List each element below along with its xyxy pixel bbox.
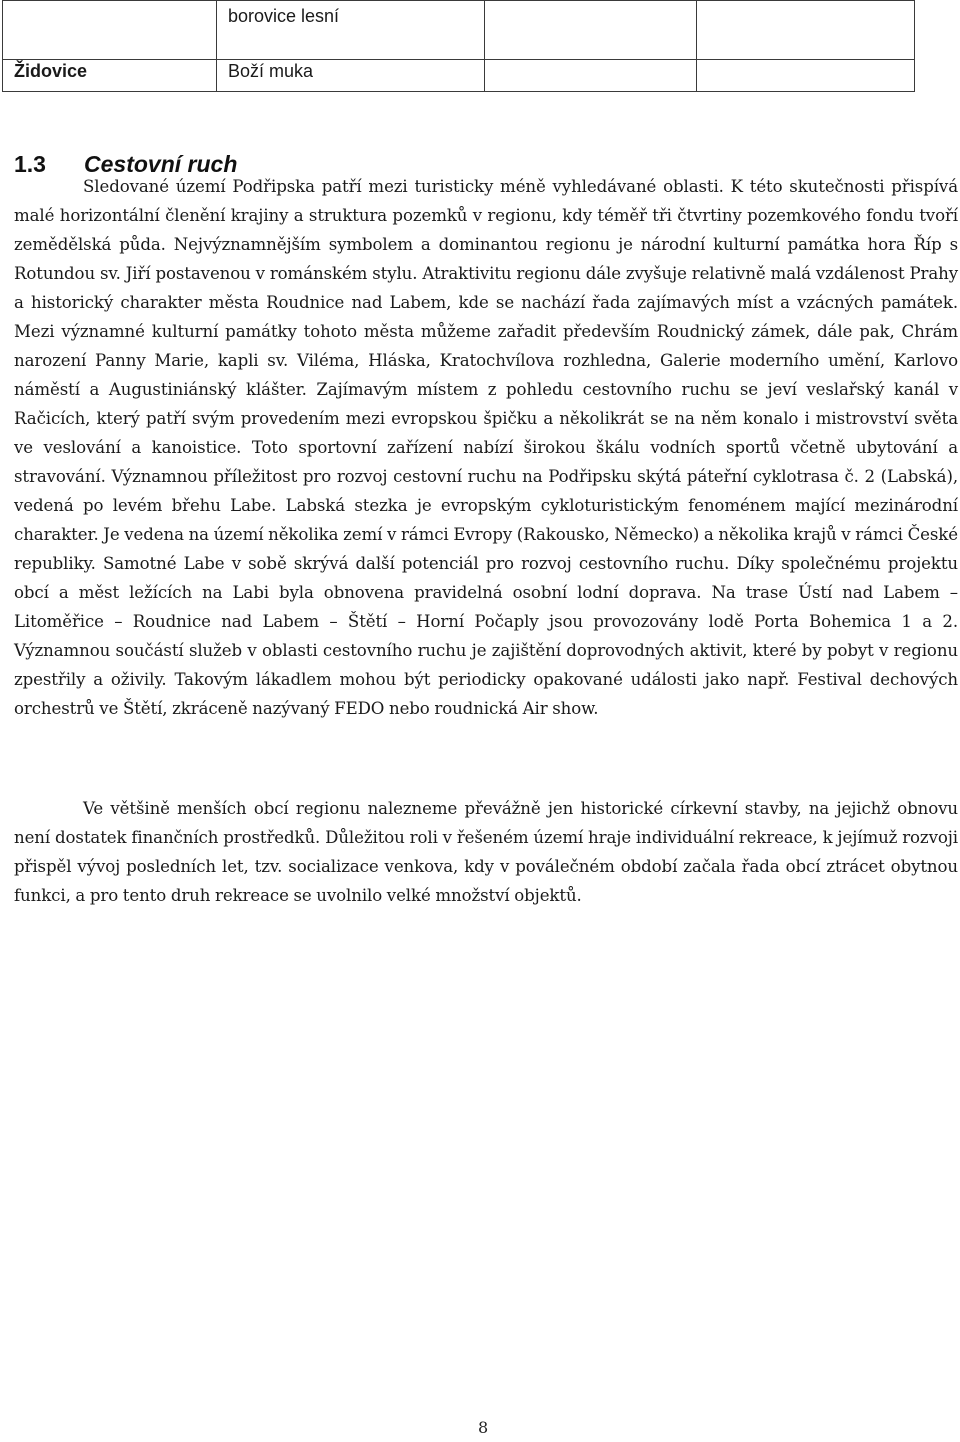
table-cell: [485, 60, 697, 92]
page-number: 8: [478, 1418, 489, 1437]
table-cell: Židovice: [3, 60, 217, 92]
land-use-table: [2, 0, 915, 92]
section-title: Cestovní ruch: [84, 151, 238, 177]
table-cell: [485, 1, 697, 60]
paragraph-text: Ve většině menších obcí regionu nalezneme převážně jen historické církevní stavby, na jejichž obnovu není dostatek finančních prostředků. Důležitou roli v řešeném území hraje individuální rekreace, k jejímuž rozvoji přispěl vývoj posledních let, tzv. socializace venkova, kdy v poválečném období začala řada obcí ztrácet obytnou funkci, a pro tento druh rekreace se uvolnilo velké množství objektů.: [14, 799, 958, 905]
body-paragraph: [14, 794, 958, 910]
section-number: 1.3: [14, 151, 46, 177]
table-cell: borovice lesní: [217, 1, 485, 60]
paragraph-text: Sledované území Podřipska patří mezi turisticky méně vyhledávané oblasti. K této skutečnosti přispívá malé horizontální členění krajiny a struktura pozemků v regionu, kdy téměř tři čtvrtiny pozemkového fondu tvoří zemědělská půda. Nejvýznamnějším symbolem a dominantou regionu je národní kulturní památka hora Říp s Rotundou sv. Jiří postavenou v románském stylu. Atraktivitu regionu dále zvyšuje relativně malá vzdálenost Prahy a historický charakter města Roudnice nad Labem, kde se nachází řada zajímavých míst a vzácných památek. Mezi významné kulturní památky tohoto města můžeme zařadit především Roudnický zámek, dále pak, Chrám narození Panny Marie, kapli sv. Viléma, Hláska, Kratochvílova rozhledna, Galerie moderního umění, Karlovo náměstí a Augustiniánský klášter. Zajímavým místem z pohledu cestovního ruchu se jeví veslařský kanál v Račicích, který patří svým provedením mezi evropskou špičku a několikrát se na něm konalo i mistrovství světa ve veslování a kanoistice. Toto sportovní zařízení nabízí širokou škálu vodních sportů včetně ubytování a stravování. Významnou příležitost pro rozvoj cestovní ruchu na Podřipsku skýtá páteřní cyklotrasa č. 2 (Labská), vedená po levém břehu Labe. Labská stezka je evropským cykloturistickým fenoménem mající mezinárodní charakter. Je vedena na území několika zemí v rámci Evropy (Rakousko, Německo) a několika krajů v rámci České republiky. Samotné Labe v sobě skrývá další potenciál pro rozvoj cestovního ruchu. Díky společnému projektu obcí a měst ležících na Labi byla obnovena pravidelná osobní lodní doprava. Na trase Ústí nad Labem – Litoměřice – Roudnice nad Labem – Štětí – Horní Počaply jsou provozovány lodě Porta Bohemica 1 a 2. Významnou součástí služeb v oblasti cestovního ruchu je zajištění doprovodných aktivit, které by pobyt v regionu zpestřily a oživily. Takovým lákadlem mohou být periodicky opakované události jako např. Festival dechových orchestrů ve Štětí, zkráceně nazývaný FEDO nebo roudnická Air show.: [14, 177, 958, 718]
table-cell: [3, 1, 217, 60]
table-row: [3, 60, 915, 92]
table-row: [3, 1, 915, 60]
body-paragraph: [14, 172, 958, 723]
table-cell: Boží muka: [217, 60, 485, 92]
table-cell: [697, 60, 915, 92]
table-cell: [697, 1, 915, 60]
